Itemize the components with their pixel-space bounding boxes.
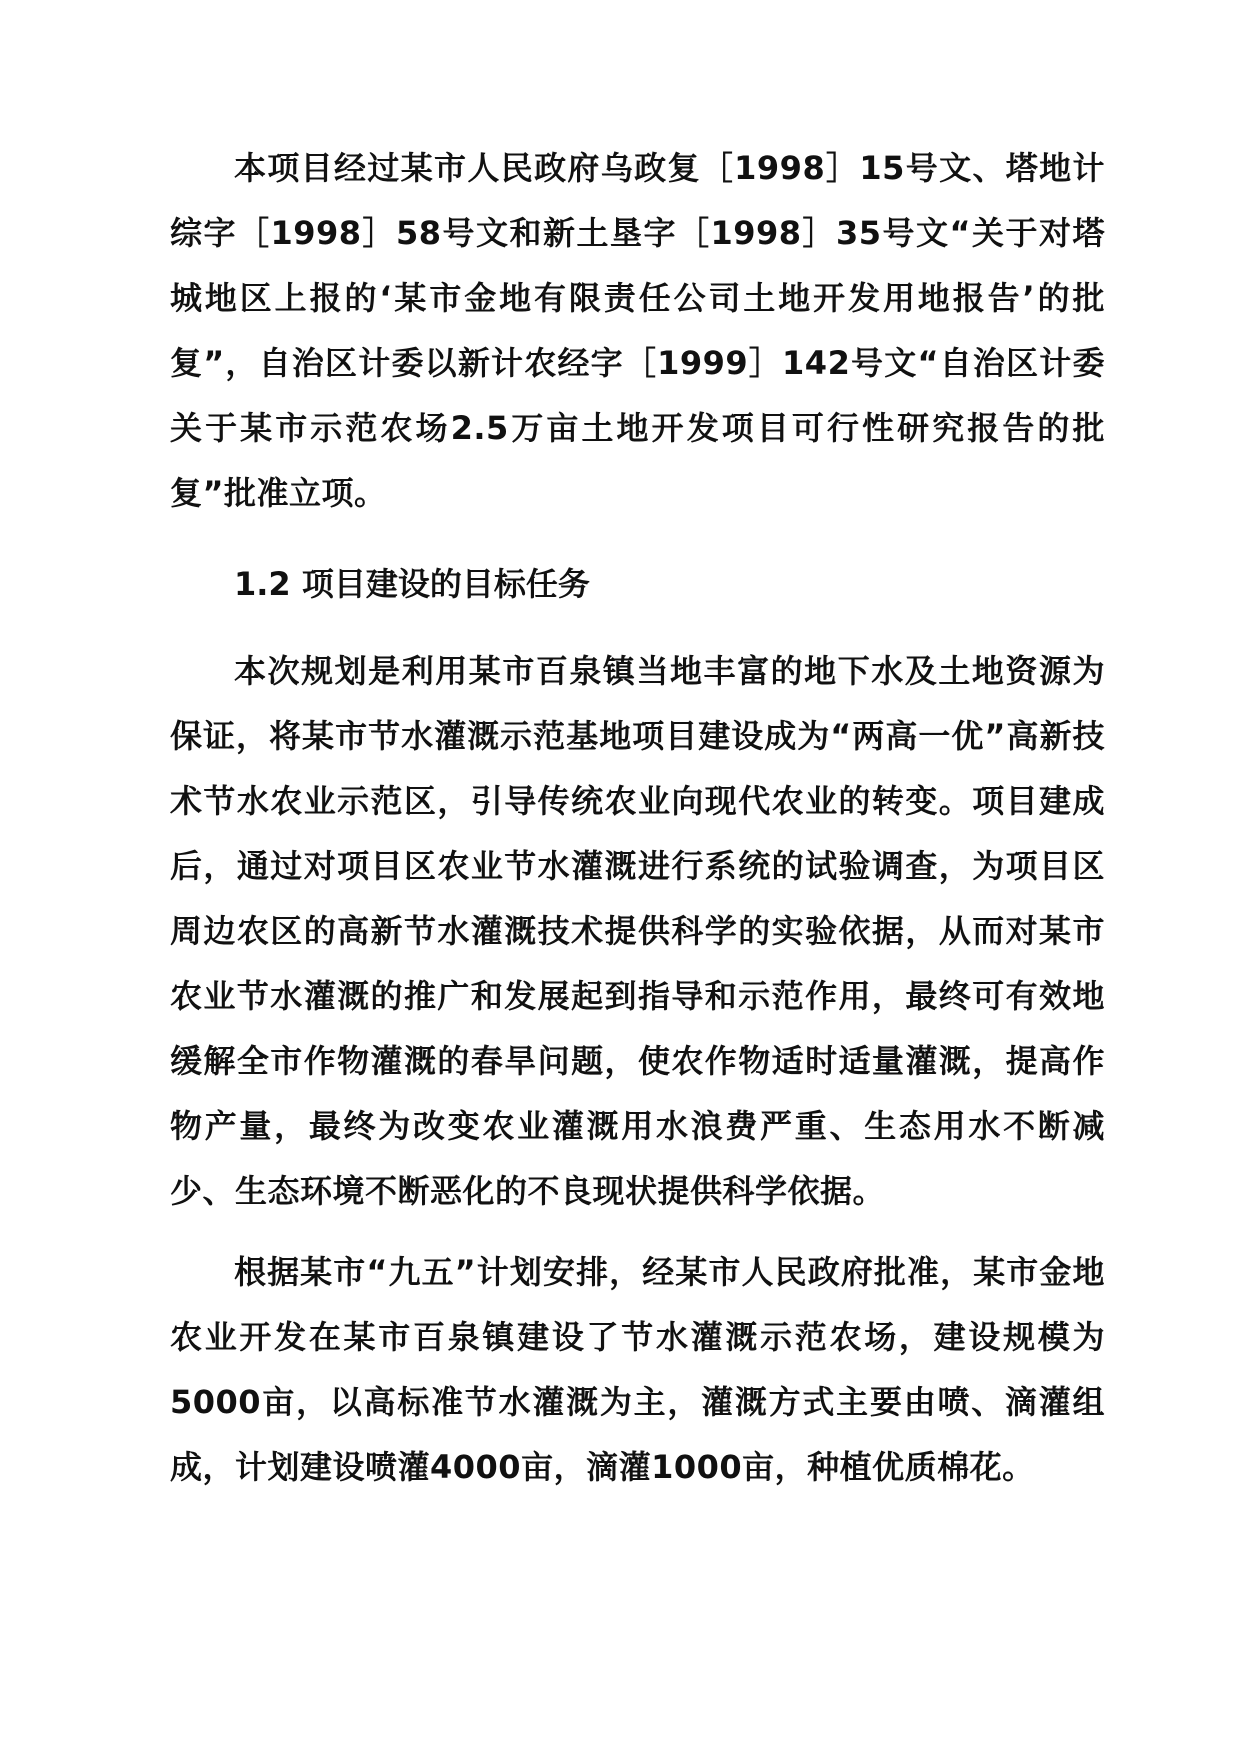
section-heading: 1.2 项目建设的目标任务 bbox=[234, 565, 590, 603]
paragraph-project-approval: 本项目经过某市人民政府乌政复［1998］15号文、塔地计综字［1998］58号文和新土垦字［1998］35号文“关于对塔城地区上报的‘某市金地有限责任公司土地开发用地报告’的批复”，自治区计委以新计农经字［1999］142号文“自治区计委关于某市示范农场2.5万亩土地开发项目可行性研究报告的批复”批准立项。 bbox=[170, 149, 1105, 512]
document-body bbox=[170, 136, 1105, 1500]
paragraph-project-scale: 根据某市“九五”计划安排，经某市人民政府批准，某市金地农业开发在某市百泉镇建设了节水灌溉示范农场，建设规模为5000亩，以高标准节水灌溉为主，灌溉方式主要由喷、滴灌组成，计划建设喷灌4000亩，滴灌1000亩，种植优质棉花。 bbox=[170, 1253, 1105, 1486]
paragraph-project-goals: 本次规划是利用某市百泉镇当地丰富的地下水及土地资源为保证，将某市节水灌溉示范基地项目建设成为“两高一优”高新技术节水农业示范区，引导传统农业向现代农业的转变。项目建成后，通过对项目区农业节水灌溉进行系统的试验调查，为项目区周边农区的高新节水灌溉技术提供科学的实验依据，从而对某市农业节水灌溉的推广和发展起到指导和示范作用，最终可有效地缓解全市作物灌溉的春旱问题，使农作物适时适量灌溉，提高作物产量，最终为改变农业灌溉用水浪费严重、生态用水不断减少、生态环境不断恶化的不良现状提供科学依据。 bbox=[170, 652, 1105, 1210]
